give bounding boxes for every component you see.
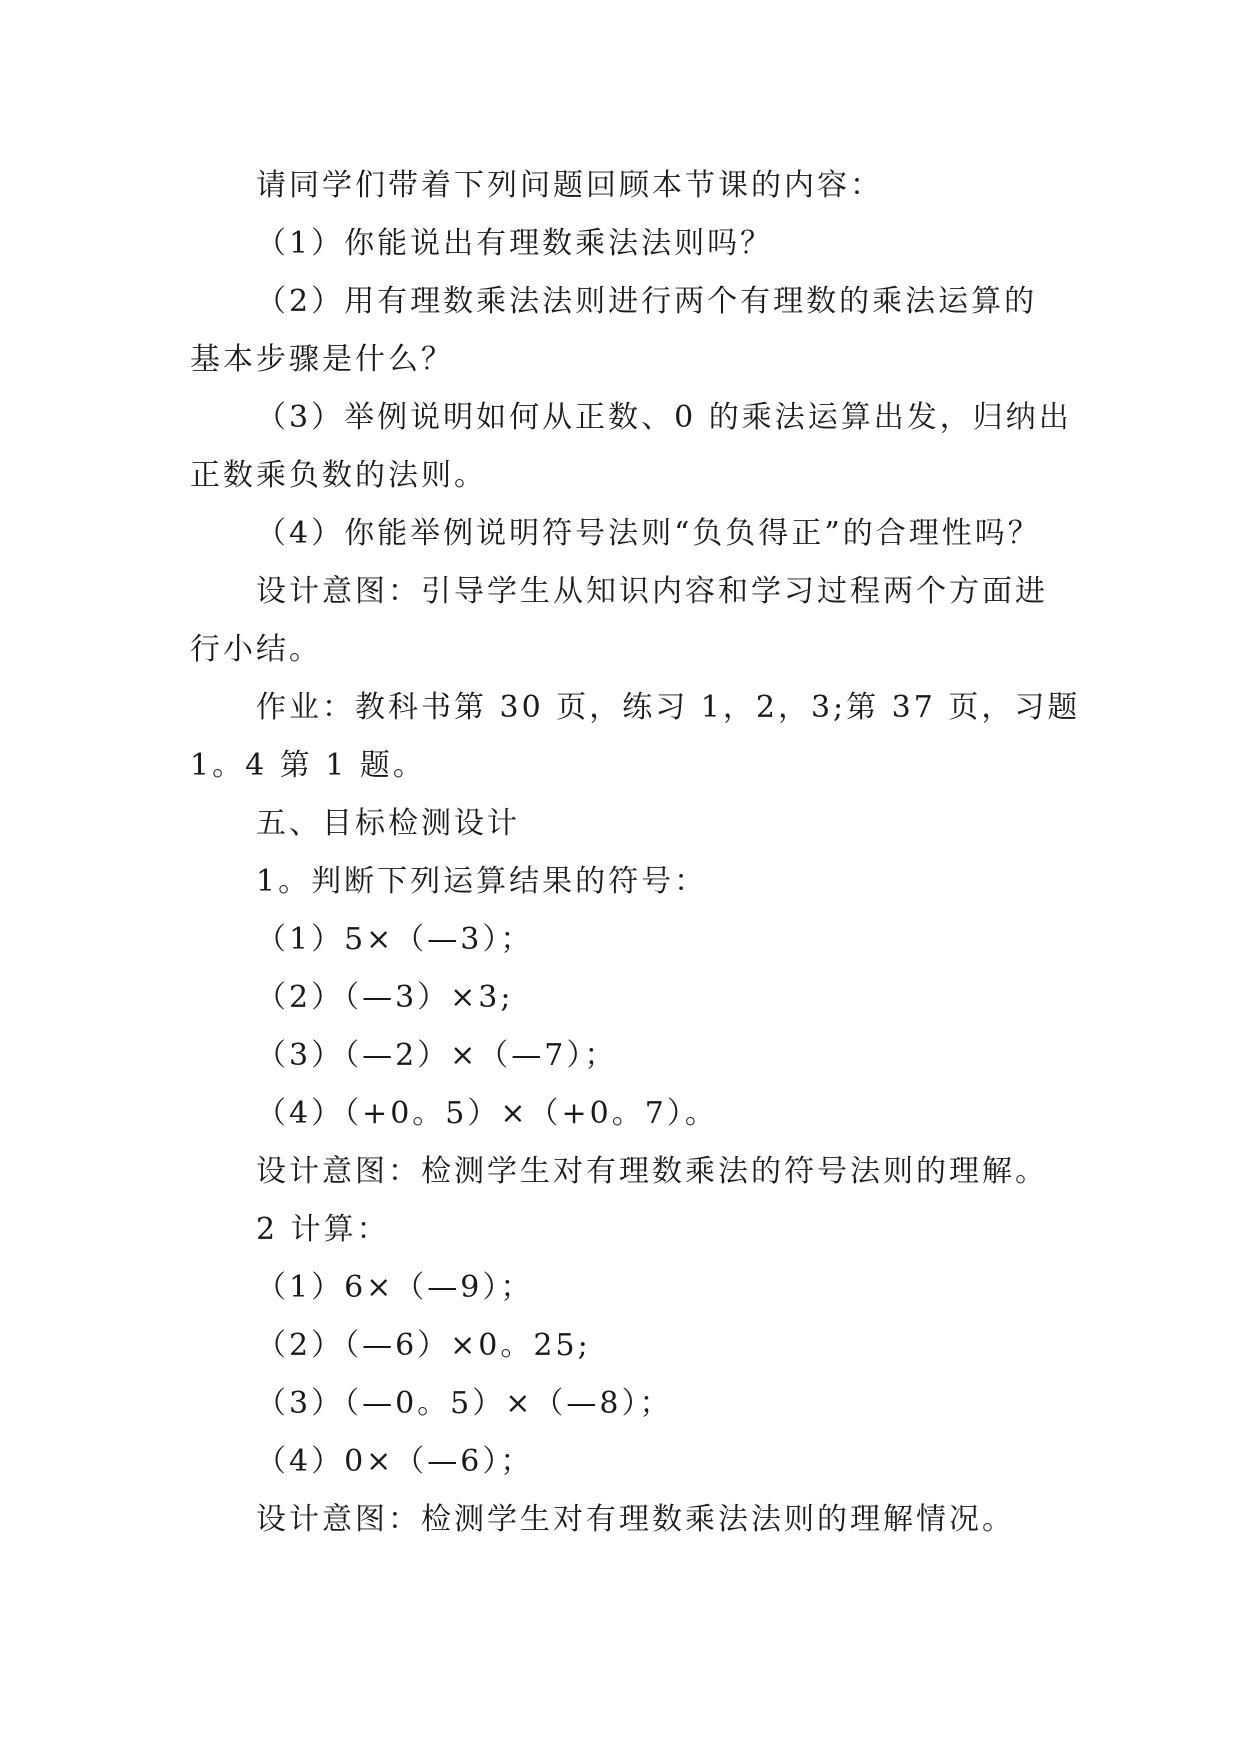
exercise-item: （2）（—3）×3; [256, 980, 514, 1015]
text-line: 行小结。 [190, 632, 322, 667]
text-line: 设计意图：引导学生从知识内容和学习过程两个方面进 [256, 574, 1048, 609]
text-line: 设计意图：检测学生对有理数乘法的符号法则的理解。 [256, 1154, 1048, 1189]
exercise-item: （4）0×（—6）； [256, 1444, 534, 1479]
exercise-item: （3）（—0。5）×（—8）； [256, 1386, 673, 1421]
exercise-item: （4）（+0。5）×（+0。7）。 [256, 1096, 718, 1131]
text-line: （3）举例说明如何从正数、0 的乘法运算出发，归纳出 [256, 400, 1072, 435]
text-line: 1。4 第 1 题。 [190, 748, 426, 783]
text-line: （4）你能举例说明符号法则“负负得正”的合理性吗？ [256, 516, 1041, 551]
text-line: 设计意图：检测学生对有理数乘法法则的理解情况。 [256, 1502, 1015, 1537]
text-line: 请同学们带着下列问题回顾本节课的内容： [256, 168, 883, 203]
text-line: （1）你能说出有理数乘法法则吗？ [256, 226, 774, 261]
text-line: 基本步骤是什么？ [190, 342, 454, 377]
text-line: 作业：教科书第 30 页，练习 1，2，3;第 37 页，习题 [256, 690, 1081, 725]
text-line: 2 计算： [256, 1212, 390, 1247]
text-line: （2）用有理数乘法法则进行两个有理数的乘法运算的 [256, 284, 1038, 319]
exercise-item: （2）（—6）×0。25; [256, 1328, 591, 1363]
exercise-item: （1）6×（—9）； [256, 1270, 534, 1305]
section-heading: 五、目标检测设计 [256, 806, 520, 841]
text-line: 1。判断下列运算结果的符号： [256, 864, 708, 899]
exercise-item: （3）（—2）×（—7）； [256, 1038, 618, 1073]
exercise-item: （1）5×（—3）； [256, 922, 534, 957]
text-line: 正数乘负数的法则。 [190, 458, 487, 493]
